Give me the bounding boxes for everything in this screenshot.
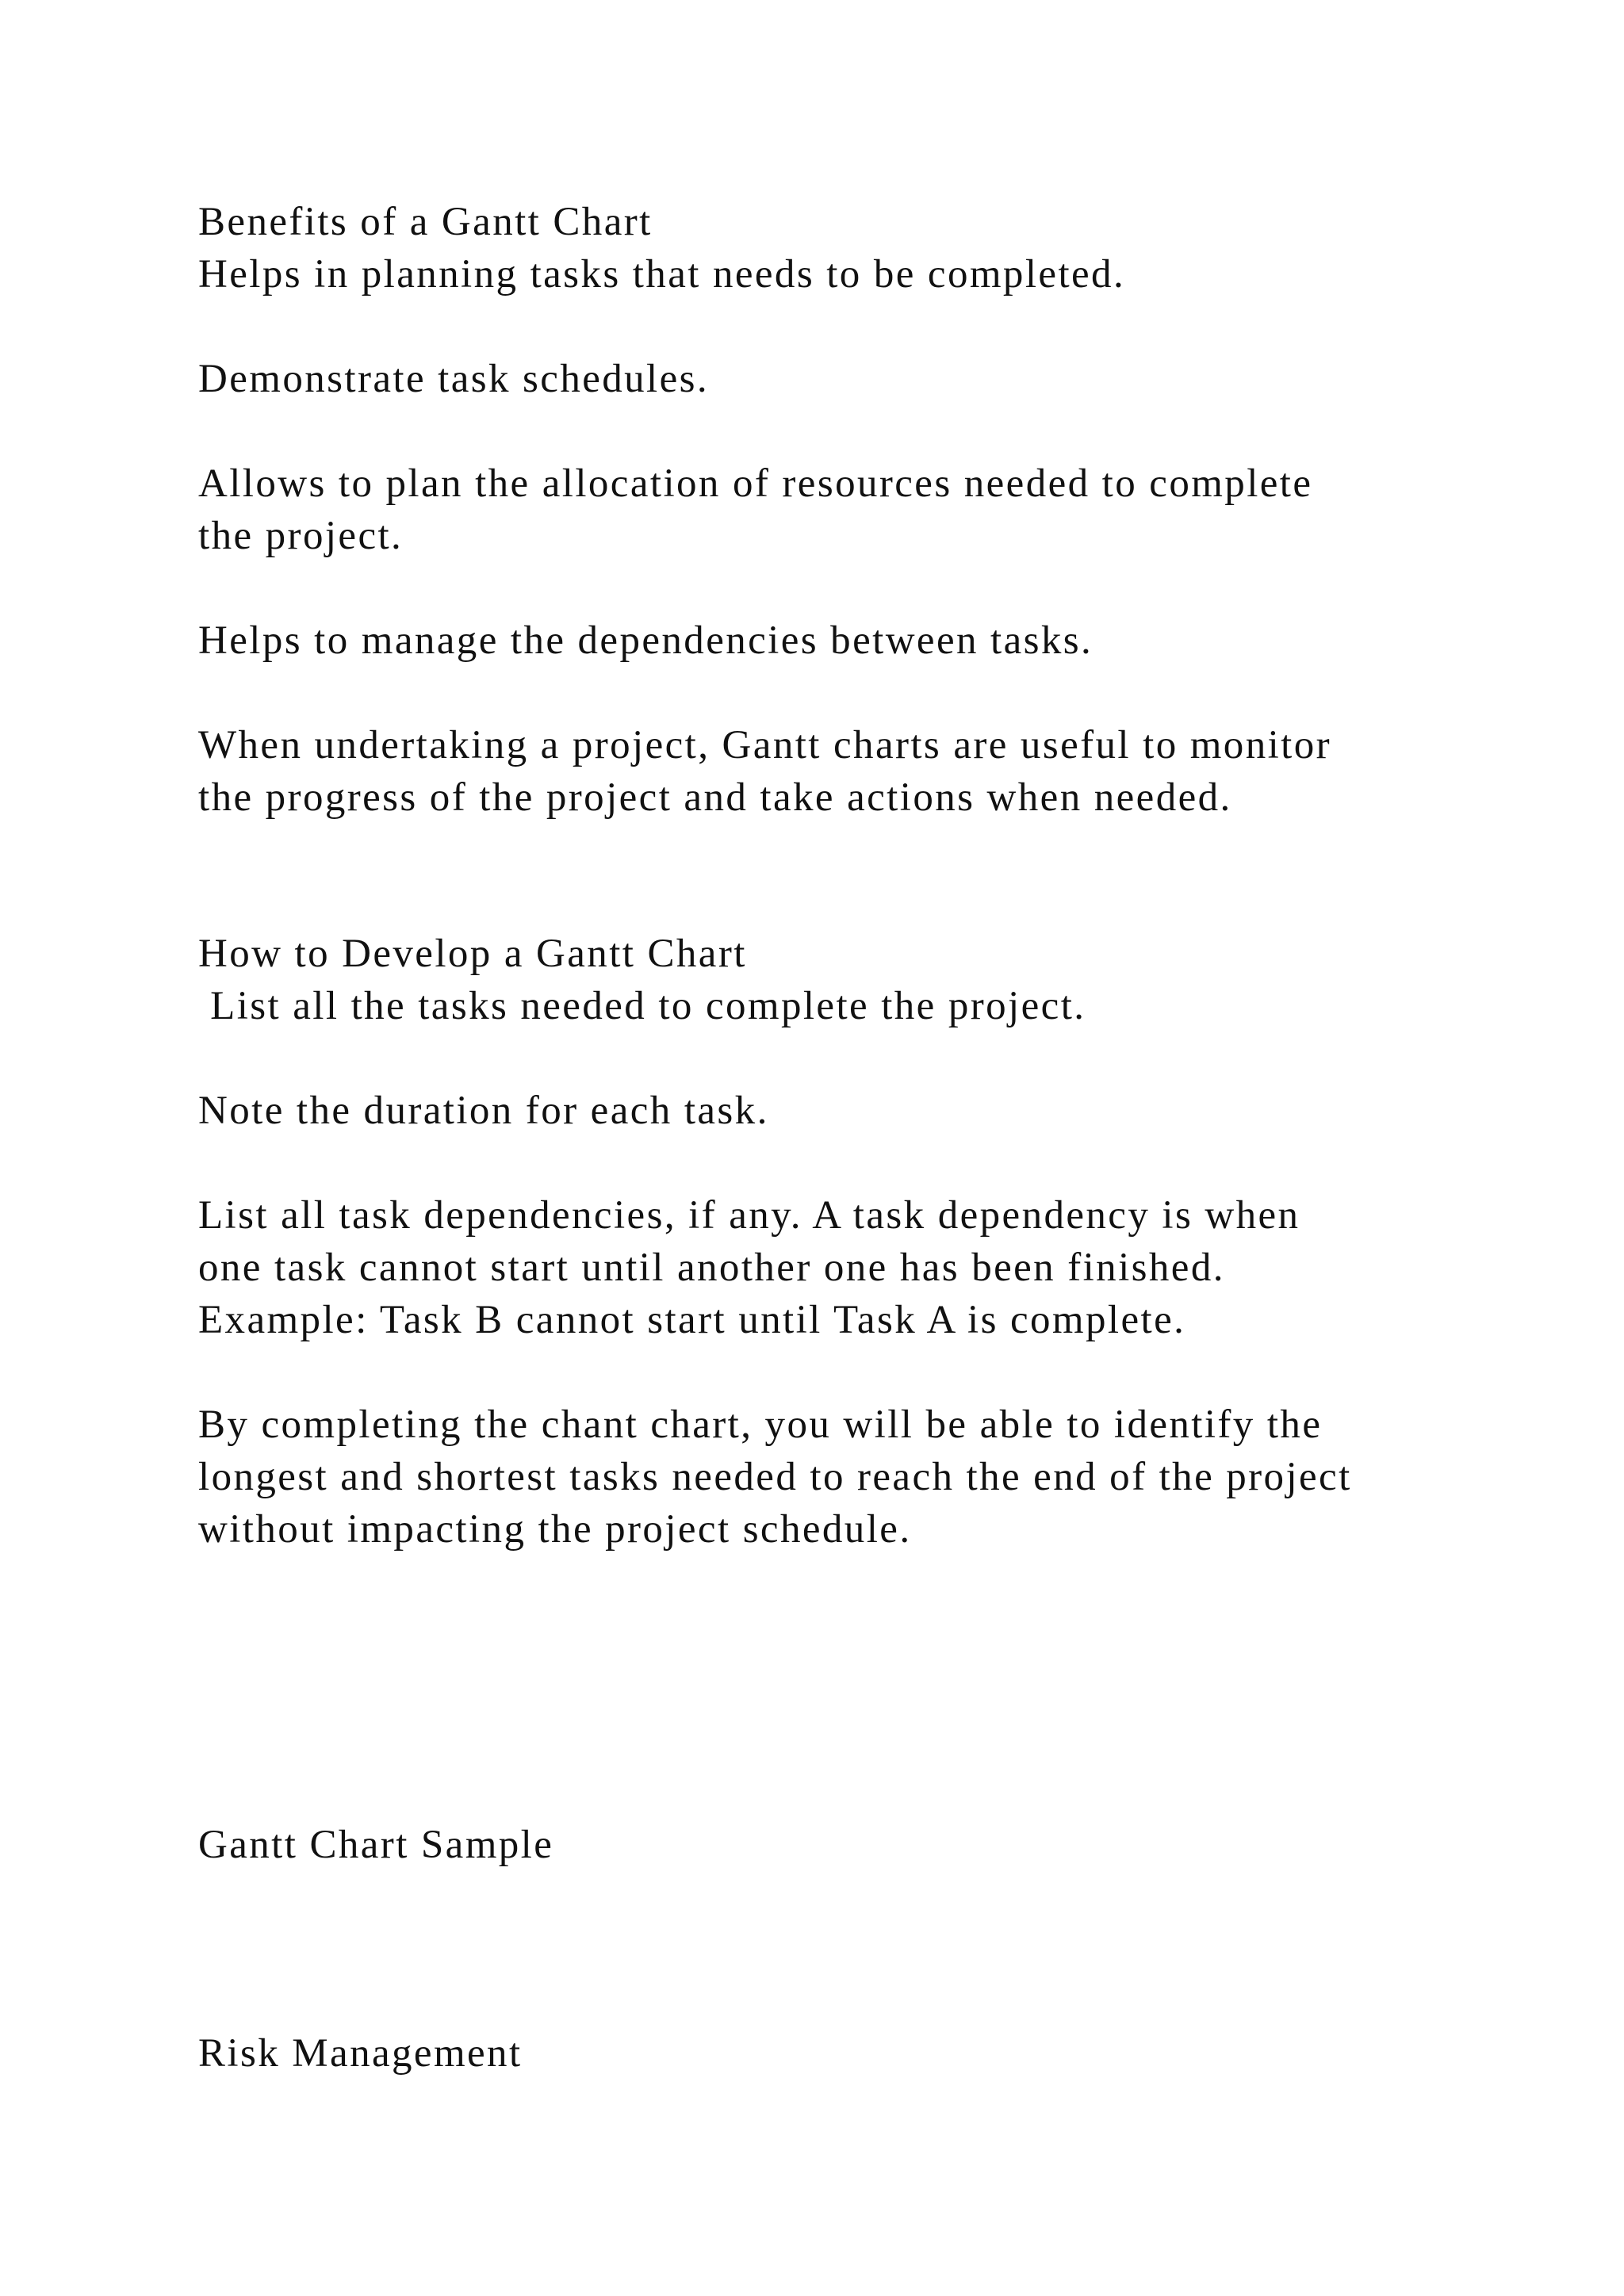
- develop-dependencies-line2: one task cannot start until another one has been finished.: [198, 1246, 1225, 1290]
- benefit-monitor-line1: When undertaking a project, Gantt charts are useful to monitor: [198, 723, 1332, 767]
- develop-dependencies-line3: Example: Task B cannot start until Task A is complete.: [198, 1298, 1186, 1342]
- develop-list-tasks: List all the tasks needed to complete the project.: [198, 984, 1086, 1028]
- benefit-dependencies: Helps to manage the dependencies between tasks.: [198, 618, 1094, 663]
- benefit-resources-line1: Allows to plan the allocation of resources needed to complete: [198, 461, 1313, 506]
- benefit-planning: Helps in planning tasks that needs to be completed.: [198, 252, 1126, 297]
- benefit-monitor-line2: the progress of the project and take actions when needed.: [198, 775, 1232, 820]
- develop-identify-line1: By completing the chant chart, you will be able to identify the: [198, 1402, 1323, 1447]
- benefit-resources-line2: the project.: [198, 514, 404, 558]
- heading-gantt-sample: Gantt Chart Sample: [198, 1823, 554, 1867]
- benefit-schedules: Demonstrate task schedules.: [198, 357, 710, 401]
- develop-dependencies-line1: List all task dependencies, if any. A task dependency is when: [198, 1193, 1300, 1238]
- develop-duration: Note the duration for each task.: [198, 1089, 769, 1133]
- heading-risk-management: Risk Management: [198, 2031, 523, 2076]
- develop-identify-line3: without impacting the project schedule.: [198, 1507, 912, 1552]
- heading-develop: How to Develop a Gantt Chart: [198, 932, 747, 976]
- develop-identify-line2: longest and shortest tasks needed to reach the end of the project: [198, 1455, 1352, 1499]
- heading-benefits: Benefits of a Gantt Chart: [198, 200, 653, 244]
